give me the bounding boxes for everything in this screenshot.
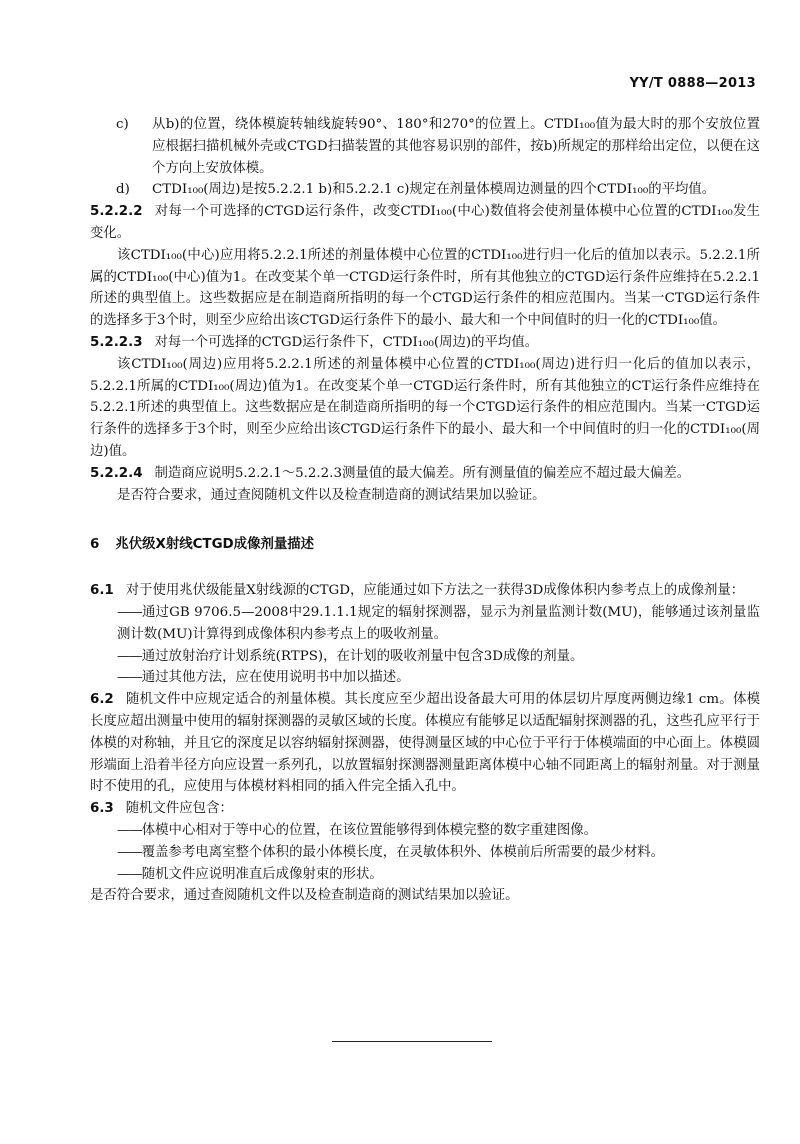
dash-mark: —— xyxy=(117,866,142,882)
compliance-statement: 是否符合要求，通过查阅随机文件以及检查制造商的测试结果加以验证。 xyxy=(90,888,519,904)
document-body xyxy=(90,114,760,907)
dash-mark: —— xyxy=(117,604,142,620)
dash-item xyxy=(117,646,760,668)
clause-number: 5.2.2.2 xyxy=(90,204,143,220)
clause-5-2-2-3-paragraph: 该CTDI₁₀₀(周边)应用将5.2.2.1所述的剂量体模中心位置的CTDI₁₀₀(周边)进行归一化后的值加以表示，5.2.2.1所属的CTDI₁₀₀(周边)值为1。在改变某个单一CTGD运行条件时，所有其他独立的CT运行条件应维持在5.2.2.1所述的典型值上。这些数据应是在制造商所指明的每一个CTGD运行条件的相应范围内。当某一CTGD运行条件的选择多于3个时，则至少应给出该CTGD运行条件下的最小、最大和一个中间值时的归一化的CTDI₁₀₀(周边)值。 xyxy=(90,356,760,459)
clause-text: 对每一个可选择的CTGD运行条件下，CTDI₁₀₀(周边)的平均值。 xyxy=(154,334,539,350)
clause-number: 5.2.2.3 xyxy=(90,334,143,350)
list-mark: c) xyxy=(116,117,129,132)
compliance-statement: 是否符合要求，通过查阅随机文件以及检查制造商的测试结果加以验证。 xyxy=(117,487,546,503)
list-text: CTDI₁₀₀(周边)是按5.2.2.1 b)和5.2.2.1 c)规定在剂量体模周边测量的四个CTDI₁₀₀的平均值。 xyxy=(152,182,716,198)
clause-text: 随机文件应包含： xyxy=(125,801,233,817)
clause-text: 对每一个可选择的CTGD运行条件，改变CTDI₁₀₀(中心)数值将会使剂量体模中心位置的CTDI₁₀₀发生变化。 xyxy=(90,204,760,241)
dash-mark: —— xyxy=(117,670,142,686)
dash-item xyxy=(117,602,760,646)
end-of-document-rule xyxy=(332,1041,492,1042)
dash-item xyxy=(117,667,760,689)
dash-item xyxy=(117,842,760,864)
clause-6-1 xyxy=(90,580,760,602)
list-item-d xyxy=(116,179,760,201)
dash-mark: —— xyxy=(117,822,142,838)
dash-text: 通过放射治疗计划系统(RTPS)，在计划的吸收剂量中包含3D成像的剂量。 xyxy=(141,648,584,664)
list-text: 从b)的位置，绕体模旋转轴线旋转90°、180°和270°的位置上。CTDI₁₀₀值为最大时的那个安放位置应根据扫描机械外壳或CTGD扫描装置的其他容易识别的部件，按b)所规定的那样给出定位，以便在这个方向上安放体模。 xyxy=(152,117,760,176)
clause-number: 6.3 xyxy=(90,801,114,817)
clause-5-2-2-3 xyxy=(90,332,760,354)
clause-number: 5.2.2.4 xyxy=(90,465,143,481)
clause-6-3 xyxy=(90,798,760,820)
section-title-text: 兆伏级X射线CTGD成像剂量描述 xyxy=(115,537,315,553)
clause-6-2 xyxy=(90,689,760,798)
dash-mark: —— xyxy=(117,844,142,860)
clause-number: 6.1 xyxy=(90,583,114,599)
dash-item xyxy=(117,820,760,842)
dash-mark: —— xyxy=(117,648,142,664)
section-number: 6 xyxy=(90,537,100,553)
clause-text: 制造商应说明5.2.2.1～5.2.2.3测量值的最大偏差。所有测量值的偏差应不超过最大偏差。 xyxy=(154,465,691,481)
dash-text: 通过其他方法，应在使用说明书中加以描述。 xyxy=(141,670,410,686)
standard-code: YY/T 0888—2013 xyxy=(629,76,756,91)
list-item-c xyxy=(116,114,760,179)
dash-text: 通过GB 9706.5—2008中29.1.1.1规定的辐射探测器，显示为剂量监测计数(MU)，能够通过该剂量监测计数(MU)计算得到成像体积内参考点上的吸收剂量。 xyxy=(117,604,760,642)
section-6-title xyxy=(90,534,760,556)
dash-text: 覆盖参考电离室整个体积的最小体模长度，在灵敏体积外、体模前后所需要的最少材料。 xyxy=(141,844,665,860)
clause-number: 6.2 xyxy=(90,692,114,708)
list-mark: d) xyxy=(116,182,130,198)
clause-5-2-2-2 xyxy=(90,201,760,245)
clause-text: 对于使用兆伏级能量X射线源的CTGD，应能通过如下方法之一获得3D成像体积内参考点上的成像剂量： xyxy=(125,583,745,599)
dash-text: 随机文件应说明准直后成像射束的形状。 xyxy=(141,866,383,882)
clause-5-2-2-2-paragraph: 该CTDI₁₀₀(中心)应用将5.2.2.1所述的剂量体模中心位置的CTDI₁₀₀进行归一化后的值加以表示。5.2.2.1所属的CTDI₁₀₀(中心)值为1。在改变某个单一CTGD运行条件时，所有其他独立的CTGD运行条件应维持在5.2.2.1所述的典型值上。这些数据应是在制造商所指明的每一个CTGD运行条件的相应范围内。当某一CTGD运行条件的选择多于3个时，则至少应给出该CTGD运行条件下的最小、最大和一个中间值时的归一化的CTDI₁₀₀值。 xyxy=(90,247,760,329)
clause-5-2-2-4 xyxy=(90,463,760,485)
clause-text: 随机文件中应规定适合的剂量体模。其长度应至少超出设备最大可用的体层切片厚度两侧边缘1 cm。体模长度应超出测量中使用的辐射探测器的灵敏区域的长度。体模应有能够足以适配辐射探测器的孔，这些孔应平行于体模的对称轴，并且它的深度足以容纳辐射探测器，使得测量区域的中心位于平行于体模端面的中心面上。体模圆形端面上沿着半径方向应设置一系列孔，以放置辐射探测器测量距离体模中心轴不同距离上的辐射剂量。对于测量时不使用的孔，应使用与体模材料相同的插入件完全插入孔中。 xyxy=(90,692,760,795)
dash-item xyxy=(117,864,760,886)
dash-text: 体模中心相对于等中心的位置，在该位置能够得到体模完整的数字重建图像。 xyxy=(141,822,598,838)
